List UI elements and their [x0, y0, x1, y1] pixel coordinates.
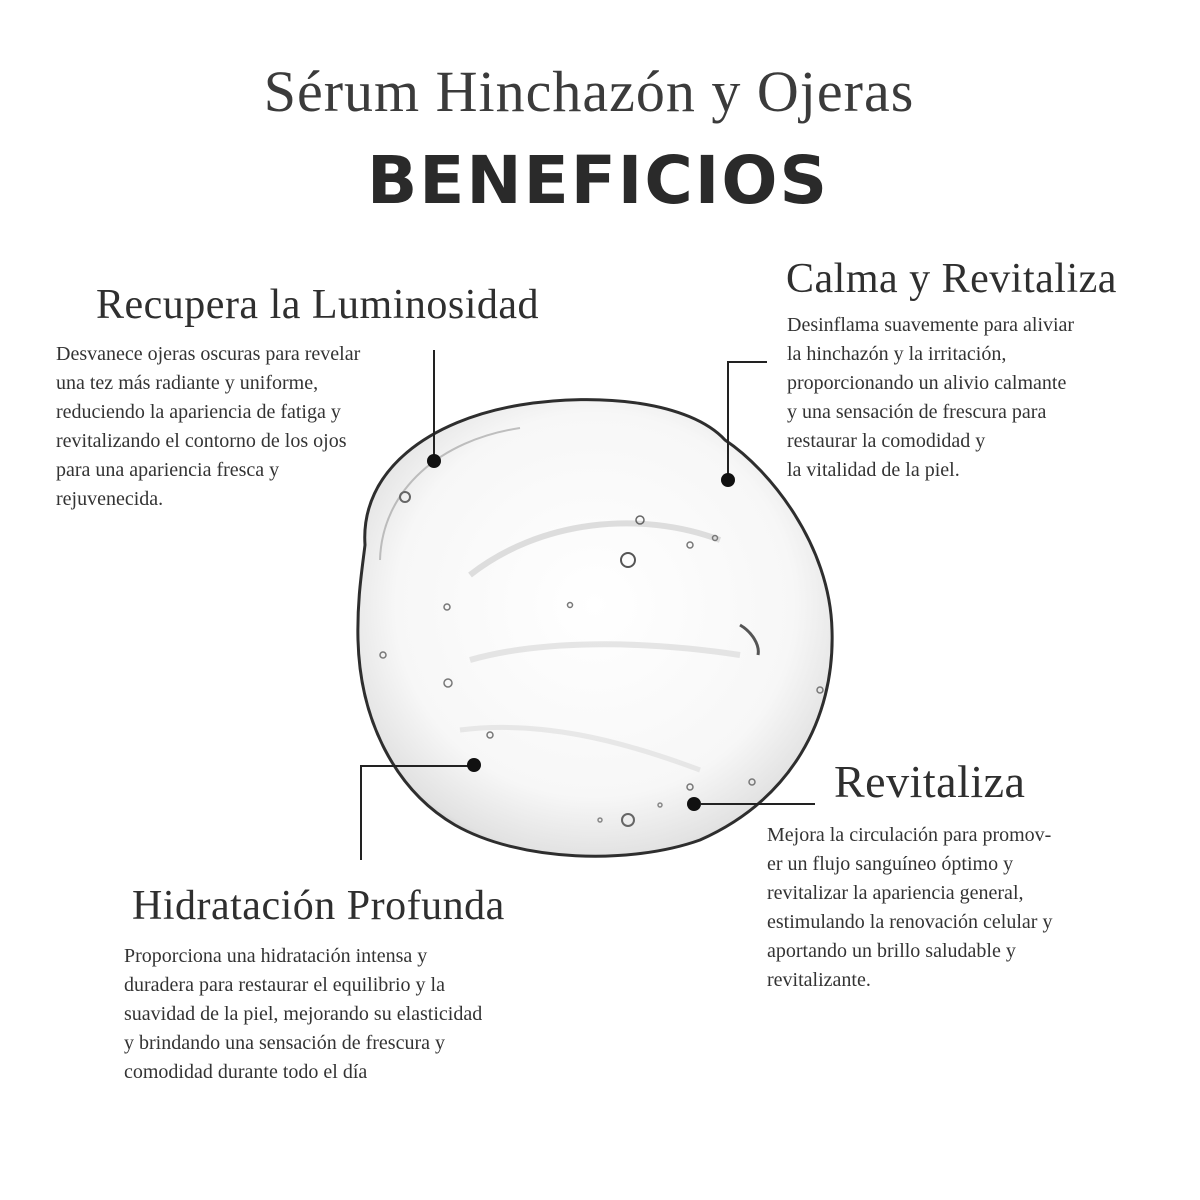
benefit-title-luminosidad: Recupera la Luminosidad: [96, 282, 540, 328]
benefit-text-luminosidad: [56, 340, 402, 514]
benefit-line: Desinflama suavemente para aliviar: [787, 314, 1075, 336]
benefit-text-revitaliza: [767, 821, 1107, 995]
benefit-line: comodidad durante todo el día: [124, 1061, 368, 1083]
benefit-line: duradera para restaurar el equilibrio y la: [124, 974, 445, 996]
benefit-text-hidratacion: [124, 942, 562, 1087]
benefit-line: Mejora la circulación para promov-: [767, 824, 1052, 846]
benefit-line: er un flujo sanguíneo óptimo y: [767, 853, 1014, 875]
benefit-line: la vitalidad de la piel.: [787, 459, 960, 481]
connector-dot-calma: [721, 473, 735, 487]
connector-line-calma-v: [727, 361, 729, 476]
benefit-line: para una apariencia fresca y: [56, 459, 280, 481]
benefit-line: aportando un brillo saludable y: [767, 940, 1016, 962]
connector-line-hidratacion-v: [360, 765, 362, 860]
connector-line-luminosidad: [433, 350, 435, 458]
benefit-line: y brindando una sensación de frescura y: [124, 1032, 445, 1054]
benefit-text-calma: [787, 311, 1151, 485]
benefit-line: Proporciona una hidratación intensa y: [124, 945, 428, 967]
benefit-line: revitalizar la apariencia general,: [767, 882, 1024, 904]
benefit-line: restaurar la comodidad y: [787, 430, 986, 452]
page-title: BENEFICIOS: [367, 142, 829, 219]
benefit-title-calma: Calma y Revitaliza: [786, 256, 1117, 302]
benefit-line: reduciendo la apariencia de fatiga y: [56, 401, 341, 423]
benefit-title-hidratacion: Hidratación Profunda: [132, 883, 505, 929]
benefit-line: Desvanece ojeras oscuras para revelar: [56, 343, 361, 365]
benefit-line: y una sensación de frescura para: [787, 401, 1047, 423]
benefit-line: estimulando la renovación celular y: [767, 911, 1053, 933]
benefit-line: revitalizante.: [767, 969, 871, 991]
benefit-line: proporcionando un alivio calmante: [787, 372, 1067, 394]
benefit-line: rejuvenecida.: [56, 488, 164, 510]
benefit-line: suavidad de la piel, mejorando su elasticidad: [124, 1003, 483, 1025]
serum-gel-illustration: [340, 380, 860, 870]
benefit-line: la hinchazón y la irritación,: [787, 343, 1007, 365]
benefit-line: revitalizando el contorno de los ojos: [56, 430, 347, 452]
product-subtitle: Sérum Hinchazón y Ojeras: [263, 59, 915, 124]
benefit-line: una tez más radiante y uniforme,: [56, 372, 319, 394]
connector-dot-luminosidad: [427, 454, 441, 468]
benefit-title-revitaliza: Revitaliza: [834, 756, 1026, 807]
connector-line-hidratacion-h: [360, 765, 470, 767]
gel-blob: [358, 400, 832, 857]
connector-line-revitaliza: [700, 803, 815, 805]
connector-dot-hidratacion: [467, 758, 481, 772]
connector-line-calma-h: [727, 361, 767, 363]
connector-dot-revitaliza: [687, 797, 701, 811]
